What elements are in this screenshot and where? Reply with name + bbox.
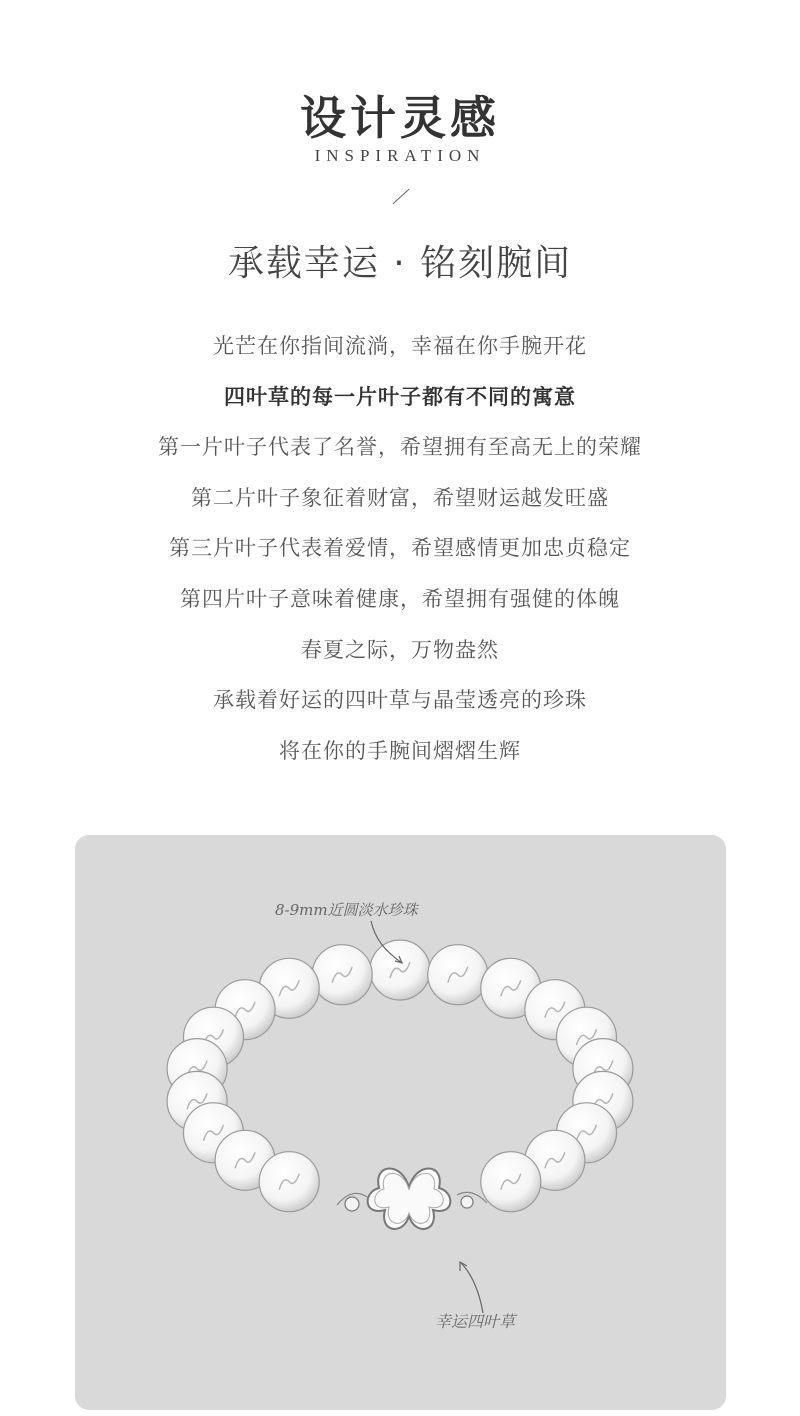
clover-annotation: 幸运四叶草 bbox=[435, 1312, 516, 1331]
description-line: 第四片叶子意味着健康，希望拥有强健的体魄 bbox=[180, 586, 620, 611]
pearl-annotation: 8-9mm近圆淡水珍珠 bbox=[275, 901, 418, 919]
description-line: 光芒在你指间流淌，幸福在你手腕开花 bbox=[213, 334, 587, 358]
bracelet-sketch bbox=[75, 835, 726, 1410]
section-title: 设计灵感 bbox=[300, 91, 500, 145]
clasp-bead-right bbox=[461, 1196, 473, 1208]
subtitle: 承载幸运 · 铭刻腕间 bbox=[227, 243, 573, 284]
description-line: 春夏之际，万物盎然 bbox=[301, 637, 499, 662]
description-line-emphasis: 四叶草的每一片叶子都有不同的寓意 bbox=[224, 384, 576, 409]
clasp-bead-left bbox=[345, 1197, 359, 1211]
description-line: 承载着好运的四叶草与晶莹透亮的珍珠 bbox=[213, 688, 587, 713]
pearl-group bbox=[167, 940, 633, 1212]
section-title-en: INSPIRATION bbox=[314, 146, 486, 165]
description-line: 第三片叶子代表着爱情，希望感情更加忠贞稳定 bbox=[169, 536, 631, 561]
section-header bbox=[0, 90, 800, 166]
description-line: 将在你的手腕间熠熠生辉 bbox=[279, 738, 521, 763]
clover-arrow bbox=[461, 1263, 483, 1313]
divider-slash bbox=[392, 189, 409, 204]
description-line: 第一片叶子代表了名誉，希望拥有至高无上的荣耀 bbox=[158, 435, 642, 460]
description-line: 第二片叶子象征着财富，希望财运越发旺盛 bbox=[191, 485, 609, 510]
clover-charm bbox=[368, 1169, 451, 1229]
bracelet-sketch-panel bbox=[75, 835, 726, 1410]
description-lines bbox=[0, 330, 800, 785]
